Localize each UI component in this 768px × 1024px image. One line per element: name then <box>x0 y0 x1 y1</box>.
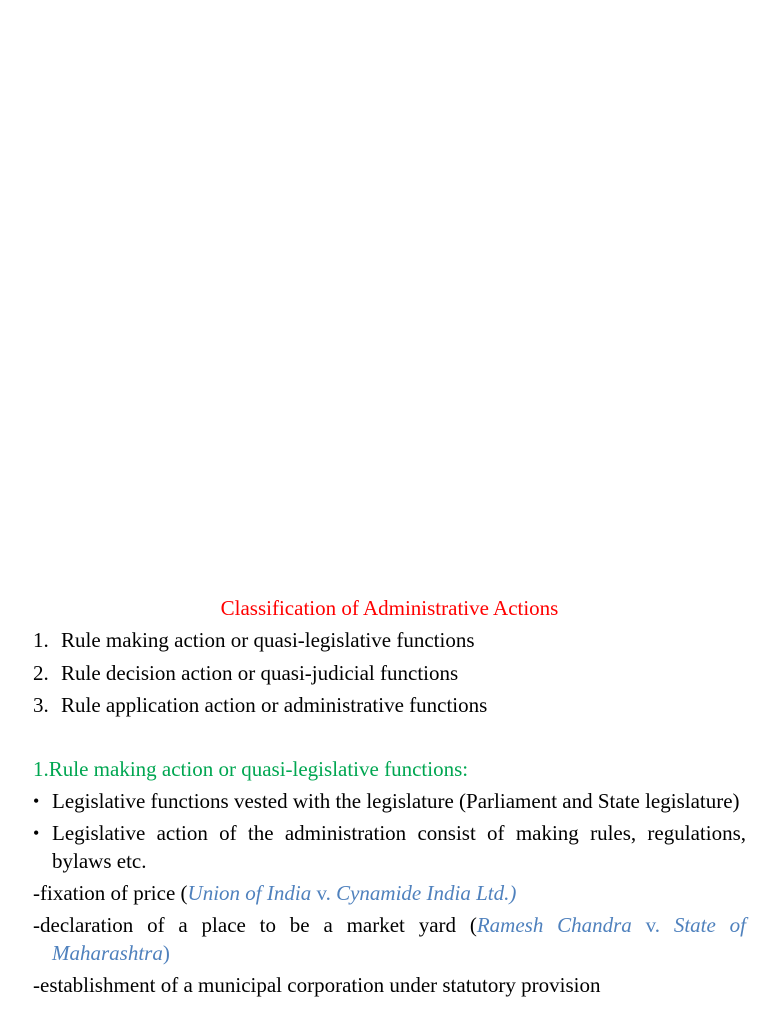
list-item <box>33 659 746 692</box>
case-party: Cynamide India Ltd.) <box>336 880 517 905</box>
list-item <box>33 626 746 659</box>
list-number: 3. <box>33 693 49 717</box>
list-number: 2. <box>33 660 49 685</box>
bullet-item <box>33 819 746 875</box>
case-versus: v. <box>631 912 674 937</box>
list-number: 1. <box>33 628 49 652</box>
case-party: Ramesh Chandra <box>476 912 632 937</box>
example-suffix: ) <box>162 940 170 965</box>
classification-list <box>33 626 746 724</box>
bullet-icon: • <box>33 790 40 811</box>
case-versus: v. <box>311 880 337 905</box>
example-market-yard <box>33 911 746 967</box>
case-party: State of Maharashtra <box>52 912 746 965</box>
bullet-text: Legislative action of the administration consist of making rules, regulations, bylaws etc. <box>52 820 746 873</box>
bullet-list <box>33 787 746 875</box>
list-item-text: Rule application action or administrative functions <box>61 693 488 717</box>
bullet-text: Legislative functions vested with the legislature (Parliament and State legislature) <box>52 788 740 813</box>
example-price <box>33 879 746 907</box>
example-prefix: -declaration of a place to be a market yard ( <box>33 912 477 937</box>
example-corporation: -establishment of a municipal corporation under statutory provision <box>33 972 601 997</box>
list-item <box>33 691 746 724</box>
slide-title: Classification of Administrative Actions <box>220 596 559 620</box>
case-party: Union of India <box>187 880 312 905</box>
list-item-text: Rule making action or quasi-legislative functions <box>61 628 475 652</box>
slide-content <box>33 594 746 1003</box>
section-heading: 1.Rule making action or quasi-legislative functions: <box>33 756 469 781</box>
list-item-text: Rule decision action or quasi-judicial functions <box>61 660 459 685</box>
bullet-icon: • <box>33 822 40 843</box>
bullet-item <box>33 787 746 815</box>
example-prefix: -fixation of price ( <box>33 880 188 905</box>
